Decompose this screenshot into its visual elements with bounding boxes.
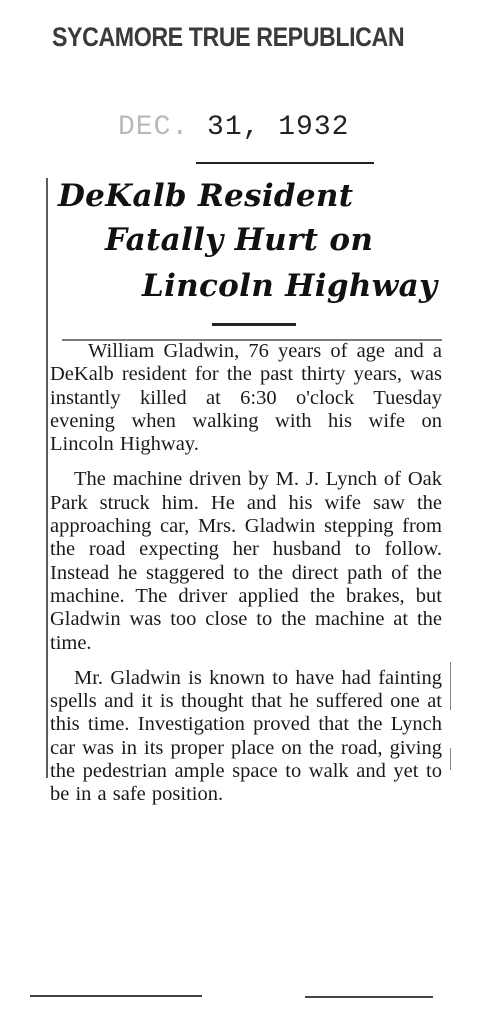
article-paragraph-1: William Gladwin, 76 years of age and a DeKalb resident for the past thirty years, was instantly killed at 6:30 o'clock Tuesday evening when walking with his wife on Lincoln Highway. <box>50 340 442 456</box>
left-column-rule <box>46 178 48 778</box>
headline-underline <box>212 323 296 326</box>
article-paragraph-3: Mr. Gladwin is known to have had fainting spells and it is thought that he suffered one at this time. Investigation proved that the Lynch car was in its proper place on the road, giving the pedestrian ample space to walk and yet to be in a safe position. <box>50 666 442 806</box>
article-body <box>50 340 442 819</box>
headline-line-1: DeKalb Resident <box>58 178 354 214</box>
bottom-rule-right <box>305 996 433 998</box>
headline-line-2: Fatally Hurt on <box>105 222 374 258</box>
date-month-faded: DEC. <box>118 112 190 143</box>
right-column-mark <box>450 662 451 710</box>
newspaper-name-stamp: SYCAMORE TRUE REPUBLICAN <box>52 22 405 52</box>
top-rule <box>196 162 374 164</box>
date-day-year: 31, 1932 <box>189 112 350 143</box>
article-paragraph-2: The machine driven by M. J. Lynch of Oak Park struck him. He and his wife saw the approaching car, Mrs. Gladwin stepping from the road expecting her husband to follow. Instead he staggered to the direct path of the machine. The driver applied the brakes, but Gladwin was too close to the machine at the time. <box>50 468 442 654</box>
right-column-mark-2 <box>450 748 451 770</box>
headline-line-3: Lincoln Highway <box>142 268 438 304</box>
publication-date <box>118 112 349 143</box>
bottom-rule-left <box>30 995 202 997</box>
